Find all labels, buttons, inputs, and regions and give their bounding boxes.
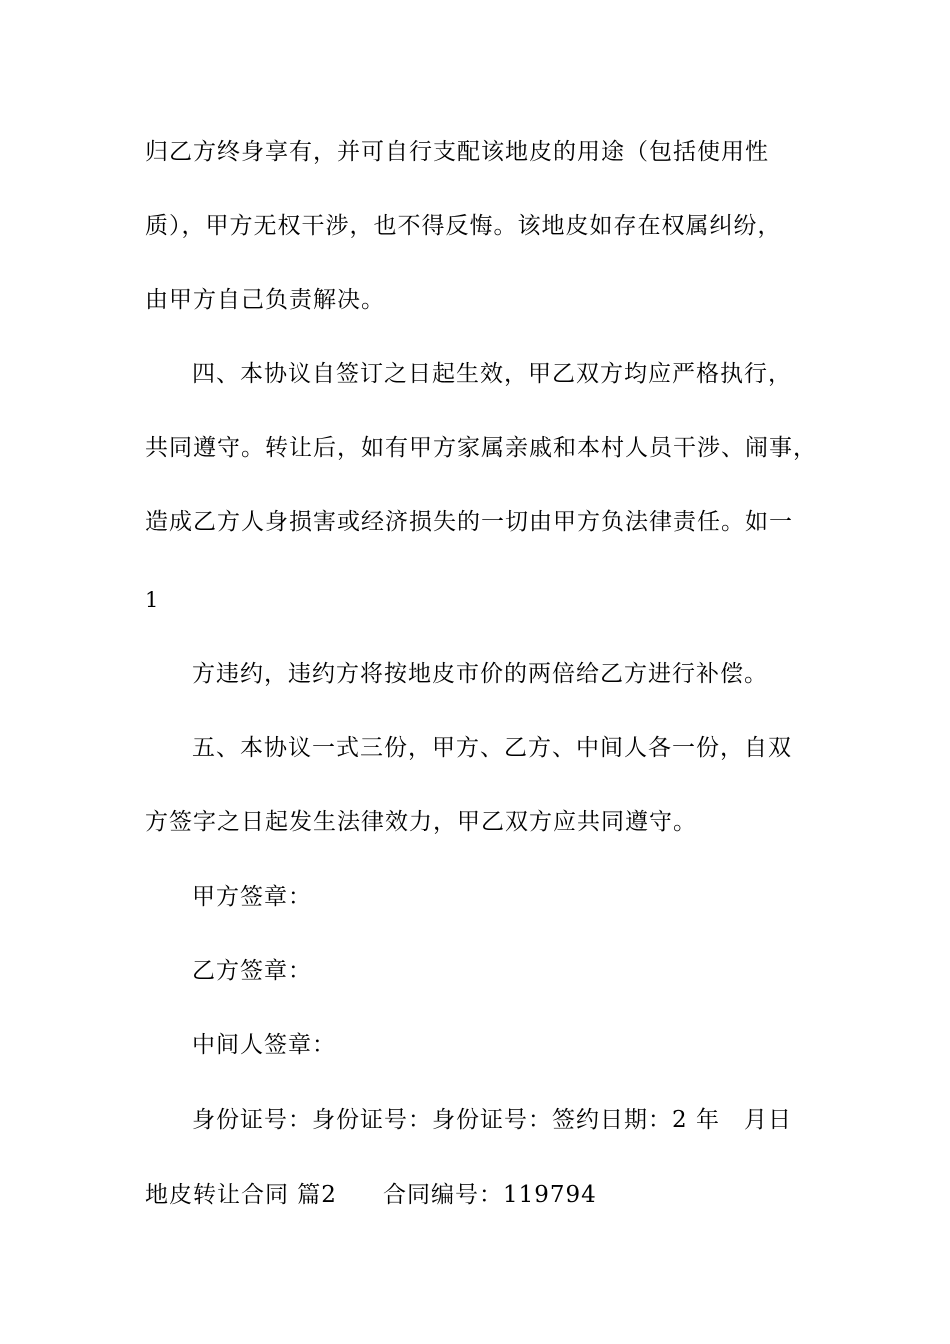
contract-title: 地皮转让合同 篇2 (145, 1182, 337, 1208)
middleman-signature-label: 中间人签章： (192, 1032, 336, 1058)
party-b-signature-label: 乙方签章： (192, 958, 312, 984)
clause-five-line: 五、本协议一式三份，甲方、乙方、中间人各一份，自双 (192, 735, 792, 761)
paragraph-line: 共同遵守。转让后，如有甲方家属亲戚和本村人员干涉、闹事， (145, 435, 817, 461)
paragraph-line: 由甲方自己负责解决。 (145, 287, 385, 313)
paragraph-line: 方签字之日起发生法律效力，甲乙双方应共同遵守。 (145, 809, 697, 835)
paragraph-line: 归乙方终身享有，并可自行支配该地皮的用途（包括使用性 (145, 139, 769, 165)
page-number: 1 (145, 588, 159, 612)
next-contract-heading (145, 1180, 597, 1210)
party-a-signature-label: 甲方签章： (192, 884, 312, 910)
paragraph-line: 质），甲方无权干涉，也不得反悔。该地皮如存在权属纠纷， (145, 213, 782, 239)
clause-four-line: 四、本协议自签订之日起生效，甲乙双方均应严格执行， (192, 361, 792, 387)
paragraph-line: 方违约，违约方将按地皮市价的两倍给乙方进行补偿。 (192, 661, 768, 687)
contract-number: 合同编号：119794 (382, 1182, 597, 1208)
id-and-date-line: 身份证号：身份证号：身份证号：签约日期：2 年 月日 (192, 1107, 792, 1133)
paragraph-line: 造成乙方人身损害或经济损失的一切由甲方负法律责任。如一 (145, 509, 793, 535)
